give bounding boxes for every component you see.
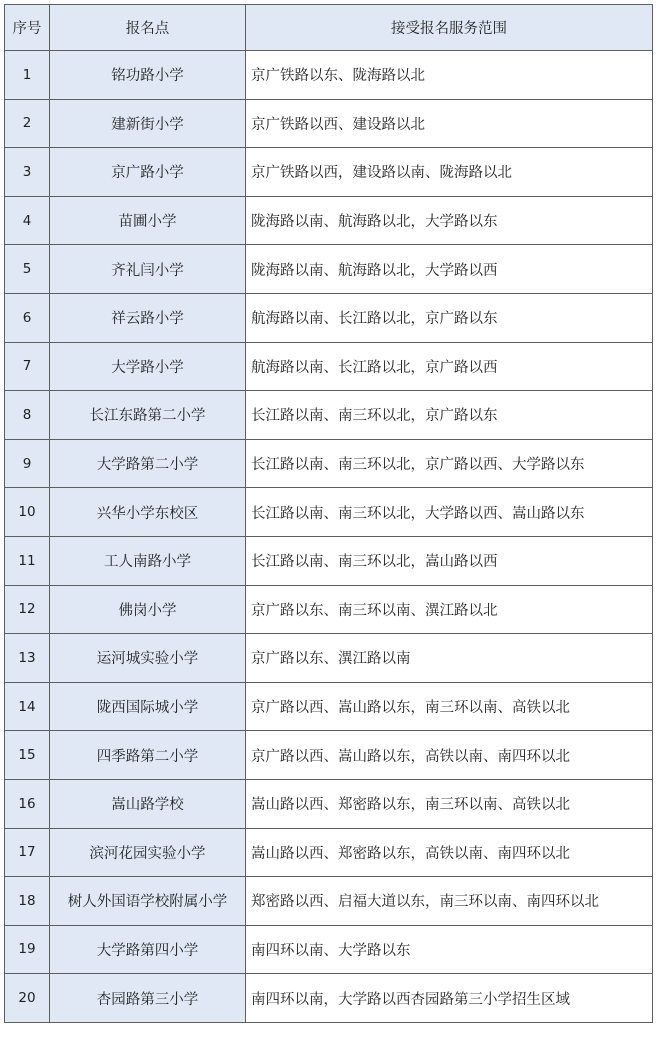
row-number: 1 xyxy=(5,51,50,100)
table-row xyxy=(5,925,653,974)
table-row xyxy=(5,974,653,1023)
table-row xyxy=(5,682,653,731)
table-row xyxy=(5,342,653,391)
table-row xyxy=(5,877,653,926)
row-range: 嵩山路以西、郑密路以东，高铁以南、南四环以北 xyxy=(246,828,653,877)
row-site: 运河城实验小学 xyxy=(50,634,246,683)
row-site: 工人南路小学 xyxy=(50,536,246,585)
table-row xyxy=(5,488,653,537)
table-row xyxy=(5,634,653,683)
table-row xyxy=(5,731,653,780)
row-number: 7 xyxy=(5,342,50,391)
row-range: 京广路以西、嵩山路以东，高铁以南、南四环以北 xyxy=(246,731,653,780)
row-range: 航海路以南、长江路以北，京广路以西 xyxy=(246,342,653,391)
row-site: 祥云路小学 xyxy=(50,293,246,342)
row-range: 嵩山路以西、郑密路以东，南三环以南、高铁以北 xyxy=(246,779,653,828)
table-row xyxy=(5,51,653,100)
row-range: 京广铁路以西，建设路以南、陇海路以北 xyxy=(246,148,653,197)
row-number: 19 xyxy=(5,925,50,974)
row-range: 长江路以南、南三环以北，嵩山路以西 xyxy=(246,536,653,585)
row-range: 陇海路以南、航海路以北，大学路以东 xyxy=(246,196,653,245)
row-number: 18 xyxy=(5,877,50,926)
row-range: 郑密路以西、启福大道以东，南三环以南、南四环以北 xyxy=(246,877,653,926)
row-number: 13 xyxy=(5,634,50,683)
table-row xyxy=(5,148,653,197)
row-range: 长江路以南、南三环以北，大学路以西、嵩山路以东 xyxy=(246,488,653,537)
row-number: 17 xyxy=(5,828,50,877)
row-number: 5 xyxy=(5,245,50,294)
header-number: 序号 xyxy=(5,5,50,51)
header-site: 报名点 xyxy=(50,5,246,51)
row-site: 齐礼闫小学 xyxy=(50,245,246,294)
table-row xyxy=(5,293,653,342)
row-range: 南四环以南、大学路以东 xyxy=(246,925,653,974)
table-row xyxy=(5,828,653,877)
table-row xyxy=(5,536,653,585)
header-range: 接受报名服务范围 xyxy=(246,5,653,51)
row-number: 6 xyxy=(5,293,50,342)
table-row xyxy=(5,196,653,245)
table-row xyxy=(5,585,653,634)
row-range: 京广铁路以西、建设路以北 xyxy=(246,99,653,148)
row-range: 航海路以南、长江路以北，京广路以东 xyxy=(246,293,653,342)
row-site: 长江东路第二小学 xyxy=(50,391,246,440)
table-row xyxy=(5,779,653,828)
row-site: 杏园路第三小学 xyxy=(50,974,246,1023)
row-site: 陇西国际城小学 xyxy=(50,682,246,731)
row-site: 兴华小学东校区 xyxy=(50,488,246,537)
row-site: 滨河花园实验小学 xyxy=(50,828,246,877)
table-row xyxy=(5,391,653,440)
header-row xyxy=(5,5,653,51)
row-range: 长江路以南、南三环以北，京广路以东 xyxy=(246,391,653,440)
row-number: 10 xyxy=(5,488,50,537)
row-range: 京广铁路以东、陇海路以北 xyxy=(246,51,653,100)
row-number: 8 xyxy=(5,391,50,440)
row-range: 京广路以东、南三环以南、潩江路以北 xyxy=(246,585,653,634)
row-site: 建新街小学 xyxy=(50,99,246,148)
row-site: 佛岗小学 xyxy=(50,585,246,634)
row-number: 9 xyxy=(5,439,50,488)
row-range: 南四环以南，大学路以西杏园路第三小学招生区域 xyxy=(246,974,653,1023)
row-site: 铭功路小学 xyxy=(50,51,246,100)
row-site: 四季路第二小学 xyxy=(50,731,246,780)
row-number: 2 xyxy=(5,99,50,148)
row-number: 12 xyxy=(5,585,50,634)
row-site: 大学路小学 xyxy=(50,342,246,391)
row-range: 京广路以西、嵩山路以东，南三环以南、高铁以北 xyxy=(246,682,653,731)
table-row xyxy=(5,245,653,294)
row-site: 大学路第四小学 xyxy=(50,925,246,974)
row-site: 树人外国语学校附属小学 xyxy=(50,877,246,926)
row-number: 20 xyxy=(5,974,50,1023)
row-number: 4 xyxy=(5,196,50,245)
row-site: 京广路小学 xyxy=(50,148,246,197)
table-row xyxy=(5,439,653,488)
row-range: 陇海路以南、航海路以北，大学路以西 xyxy=(246,245,653,294)
table-row xyxy=(5,99,653,148)
row-site: 嵩山路学校 xyxy=(50,779,246,828)
registration-table xyxy=(4,4,653,1023)
row-number: 14 xyxy=(5,682,50,731)
row-number: 11 xyxy=(5,536,50,585)
row-range: 长江路以南、南三环以北，京广路以西、大学路以东 xyxy=(246,439,653,488)
row-number: 3 xyxy=(5,148,50,197)
row-site: 苗圃小学 xyxy=(50,196,246,245)
row-site: 大学路第二小学 xyxy=(50,439,246,488)
row-range: 京广路以东、潩江路以南 xyxy=(246,634,653,683)
row-number: 15 xyxy=(5,731,50,780)
row-number: 16 xyxy=(5,779,50,828)
